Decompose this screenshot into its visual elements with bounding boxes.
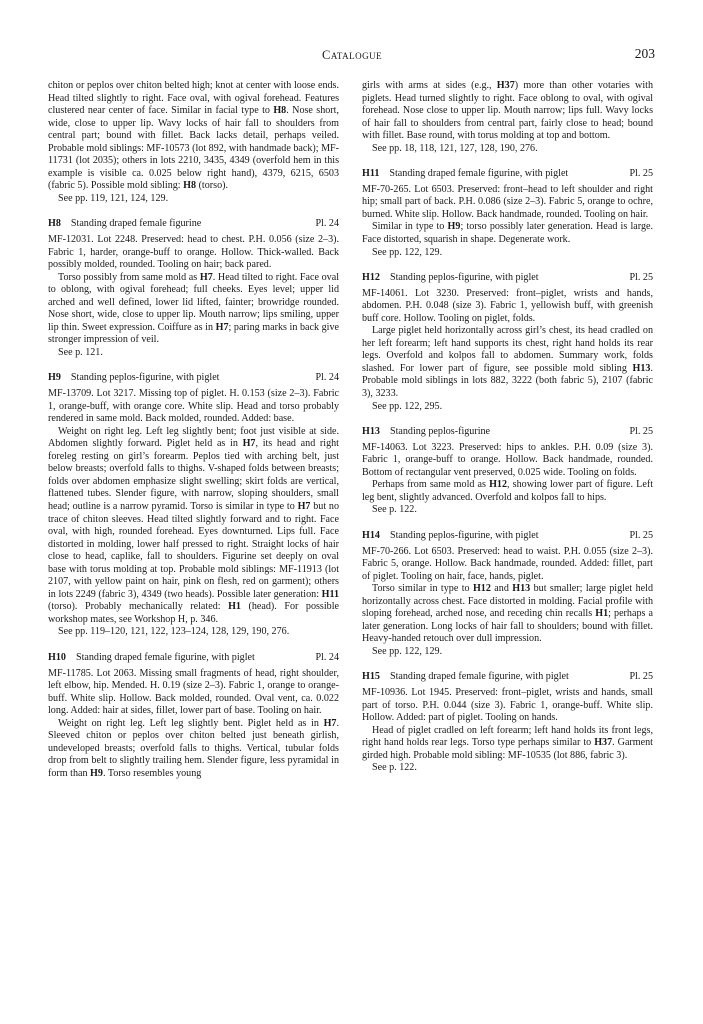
plate-reference: Pl. 24: [315, 218, 339, 230]
entry-paragraph: Perhaps from same mold as H12, showing lower part of figure. Left leg bent, slightly advanced. Overfold and kolpos fall to hips.: [362, 479, 653, 503]
catalogue-reference: H12: [472, 583, 491, 595]
entry-number: H10: [48, 651, 66, 663]
entry-paragraph: MF-12031. Lot 2248. Preserved: head to chest. P.H. 0.056 (size 2–3). Fabric 1, harder, orange-buff to orange. Hollow. Thick-walled. Back possibly molded, rounded. Tooling on hair; back pared.: [48, 234, 339, 271]
entry-h12: [362, 272, 653, 413]
entry-continued: [48, 80, 339, 205]
page-number: 203: [634, 46, 655, 61]
plate-reference: Pl. 25: [629, 168, 653, 180]
plate-reference: Pl. 25: [629, 671, 653, 683]
entry-h14: [362, 530, 653, 658]
left-column: [48, 80, 339, 780]
entry-number: H8: [48, 218, 61, 230]
catalogue-reference: H37: [496, 80, 515, 91]
entry-title: Standing peplos-figurine, with piglet: [389, 529, 539, 541]
entry-title: Standing peplos-figurine, with piglet: [70, 372, 220, 384]
entry-paragraph: MF-14063. Lot 3223. Preserved: hips to ankles. P.H. 0.09 (size 3). Fabric 1, orange-buff to orange. Hollow. Back handmade, rounded. Bottom of rectangular vent preserved, 0.025 wide. Tooling on folds.: [362, 441, 653, 478]
catalogue-reference: H13: [632, 362, 651, 374]
entry-paragraph: MF-10936. Lot 1945. Preserved: front–piglet, wrists and hands, small part of torso. P.H. 0.044 (size 3). Fabric 1, orange-buff. White slip. Hollow. Added: part of piglet. Tooling on hands.: [362, 686, 653, 724]
plate-reference: Pl. 24: [315, 372, 339, 384]
entry-title: Standing draped female figurine: [70, 218, 202, 230]
entry-h15: [362, 671, 653, 774]
running-head-title: Catalogue: [322, 48, 383, 62]
entry-paragraph: Torso similar in type to H12 and H13 but smaller; large piglet held horizontally across chest. Face distorted in molding. Facial profile with sloping forehead, arched nose, and receding chin recalls H1; perhaps a later generation. Long locks of hair fall to shoulders; bound with fillet. Heavy-handed retouch over dull impression.: [362, 583, 653, 645]
plate-reference: Pl. 25: [629, 272, 653, 284]
plate-reference: Pl. 25: [629, 529, 653, 541]
entry-title: Standing draped female figurine, with piglet: [75, 651, 255, 663]
entry-number: H9: [48, 372, 61, 384]
see-pages: See p. 122.: [372, 504, 417, 516]
entry-heading: [48, 372, 339, 385]
catalogue-reference: H1: [595, 608, 609, 620]
right-column: [362, 80, 653, 775]
catalogue-reference: H12: [489, 479, 508, 491]
see-pages: See p. 122.: [372, 762, 417, 774]
entry-paragraph: MF-14061. Lot 3230. Preserved: front–piglet, wrists and hands, abdomen. P.H. 0.048 (size 3). Fabric 1, yellowish buff, with greenish buff core. Hollow. Tooling on piglet, folds.: [362, 287, 653, 324]
plate-reference: Pl. 24: [315, 651, 339, 663]
entry-heading: [362, 530, 653, 543]
entry-paragraph: Similar in type to H9; torso possibly later generation. Head is large. Face distorted, squarish in shape. Degenerate work.: [362, 221, 653, 246]
see-pages: See pp. 119, 121, 124, 129.: [58, 192, 169, 204]
entry-number: H15: [362, 671, 380, 683]
catalogue-reference: H7: [199, 271, 213, 283]
entry-h10: [48, 652, 339, 780]
entry-number: H11: [362, 168, 380, 180]
catalogue-reference: H9: [90, 767, 103, 779]
entry-number: H14: [362, 529, 380, 541]
entry-paragraph: MF-13709. Lot 3217. Missing top of piglet. H. 0.153 (size 2–3). Fabric 1, orange-buff, with orange core. White slip. Head and torso probably rendered in same mold. Back molded, rounded. Added: base.: [48, 388, 339, 425]
catalogue-reference: H9: [447, 221, 461, 233]
entry-h8: [48, 218, 339, 359]
entry-paragraph: MF-11785. Lot 2063. Missing small fragments of head, right shoulder, left elbow, hip. Mended. H. 0.19 (size 2–3). Fabric 1, orange to orange-buff. White slip. Hollow. Back molded, rounded. Oval vent, ca. 0.022 long. Added: hair at sides, fillet, lower part of base. Tooling on hair.: [48, 667, 339, 717]
entry-paragraph: girls with arms at sides (e.g., H37) more than other votaries with piglets. Head turned slightly to right. Face oblong to oval, with ogival forehead. Nose close to upper lip. Mouth narrow; lips full. Wavy locks of hair fall to shoulders from central part, fairly close to head; bound with fillet. Base round, with torus molding at top and bottom.: [362, 80, 653, 142]
entry-heading: [362, 168, 653, 181]
catalogue-reference: H7: [215, 321, 229, 333]
catalogue-reference: H7: [297, 500, 311, 512]
entry-heading: [362, 426, 653, 439]
see-pages: See pp. 18, 118, 121, 127, 128, 190, 276.: [372, 142, 538, 154]
entry-number: H13: [362, 426, 380, 438]
entry-continued: [362, 80, 653, 155]
catalogue-reference: H7: [323, 717, 337, 729]
catalogue-reference: H1: [228, 601, 241, 613]
entry-heading: [362, 671, 653, 684]
see-pages: See p. 121.: [58, 346, 103, 358]
entry-paragraph: Head of piglet cradled on left forearm; left hand holds its front legs, right hand holds rear legs. Torso type perhaps similar to H37. Garment girded high. Probable mold sibling: MF-10535 (lot 886, fabric 3).: [362, 724, 653, 761]
entry-paragraph: Torso possibly from same mold as H7. Head tilted to right. Face oval to oblong, with ogival forehead; full cheeks. Eyes level; upper lid arched and well defined, lower lid lifted, fainter; browridge rounded. Nose short, wide, close to upper lip. Mouth narrow; lips smiling, upper lip thin. Sweet expression. Coiffure as in H7; paring marks in back give stronger impression of veil.: [48, 271, 340, 346]
entry-heading: [48, 218, 339, 231]
entry-number: H12: [362, 272, 380, 284]
catalogue-reference: H8: [273, 105, 287, 117]
plate-reference: Pl. 25: [629, 426, 653, 438]
entry-h9: [48, 372, 339, 638]
entry-heading: [48, 652, 339, 665]
entry-title: Standing peplos-figurine: [389, 426, 491, 438]
entry-paragraph: chiton or peplos over chiton belted high; knot at center with loose ends. Head tilted slightly to right. Face oval, with ogival forehead. Features clustered near center of face. Similar in facial type to H8. Nose short, wide, close to upper lip. Wavy locks of hair fall to shoulders from central part; bound with fillet. Back lacks detail, perhaps veiled. Probable mold siblings: MF-10573 (lot 892, with handmade back); MF-11731 (lot 2035); others in lots 2210, 3435, 4349 (overfold hem in this example is visible ca. 0.025 below right hand), 4379, 6215, 6503 (fabric 5). Possible mold sibling: H8 (torso).: [48, 80, 340, 192]
catalogue-reference: H37: [594, 737, 613, 749]
entry-paragraph: Weight on right leg. Left leg slightly bent; foot just visible at side. Abdomen slightly forward. Piglet held as in H7, its head and right foreleg resting on girl’s forearm. Peplos tied with arching belt, just below breasts; overfold falls to thighs. V-shaped folds between breasts; folds over abdomen emphasize slight swelling; skirt folds are vertical, flattened tubes. Slender figure, with narrow, sloping shoulders, small head; outline is a narrow pyramid. Torso is similar in type to H7 but no trace of chiton sleeves. Head tilted slightly forward and to right. Face oval, with high, rounded forehead. Eyes downturned. Lips full. Face distorted in molding, lower half pressed to right. Straight locks of hair close to head, caplike, fall to shoulders. Figurine set deeply on oval base with torus molding at top. Probable mold siblings: MF-11913 (lot 2107, with yellow paint on hair, pink on flesh, red on garment); others in lots 2249 (fabric 3), 4349 (two heads). Possible later generation: H11 (torso). Probably mechanically related: H1 (head). For possible workshop mates, see Workshop H, p. 346.: [48, 425, 339, 625]
entry-h11: [362, 168, 653, 259]
entry-h13: [362, 426, 653, 517]
entry-paragraph: Weight on right leg. Left leg slightly bent. Piglet held as in H7. Sleeved chiton or peplos over chiton belted just beneath girlish, undeveloped breasts; overfold falls to thighs. Vertical, tubular folds drop from belt to slightly trailing hem. Slender figure, less pyramidal in form than H9. Torso resembles young: [48, 717, 339, 779]
entry-paragraph: MF-70-266. Lot 6503. Preserved: head to waist. P.H. 0.055 (size 2–3). Fabric 5, orange. Hollow. Back handmade, rounded. Added: fillet, part of piglet. Tooling on hair, face, hands, piglet.: [362, 545, 653, 582]
entry-title: Standing peplos-figurine, with piglet: [389, 272, 539, 284]
catalogue-reference: H7: [242, 438, 256, 450]
catalogue-reference: H8: [183, 180, 197, 192]
catalogue-reference: H13: [512, 583, 531, 595]
see-pages: See pp. 122, 129.: [372, 246, 443, 258]
catalogue-reference: H11: [321, 588, 339, 600]
entry-paragraph: MF-70-265. Lot 6503. Preserved: front–head to left shoulder and right hip; small part of back. P.H. 0.086 (size 2–3). Fabric 5, orange to ochre, burned. White slip. Hollow. Back handmade, rounded. Tooling on hair.: [362, 183, 653, 220]
see-pages: See pp. 122, 295.: [372, 400, 443, 412]
entry-heading: [362, 272, 653, 285]
see-pages: See pp. 119–120, 121, 122, 123–124, 128, 129, 190, 276.: [58, 626, 290, 638]
see-pages: See pp. 122, 129.: [372, 645, 443, 657]
entry-paragraph: Large piglet held horizontally across girl’s chest, its head cradled on her left forearm; left hand supports its chest, right hand holds its rear legs. Overfold and kolpos fall to abdomen. Summary work, folds slashed. For lower part of figure, see possible mold sibling H13. Probable mold siblings in lots 882, 3222 (both fabric 5), 2107 (fabric 3), 3233.: [362, 325, 653, 400]
entry-title: Standing draped female figurine, with piglet: [389, 168, 569, 180]
entry-title: Standing draped female figurine, with piglet: [389, 671, 569, 683]
